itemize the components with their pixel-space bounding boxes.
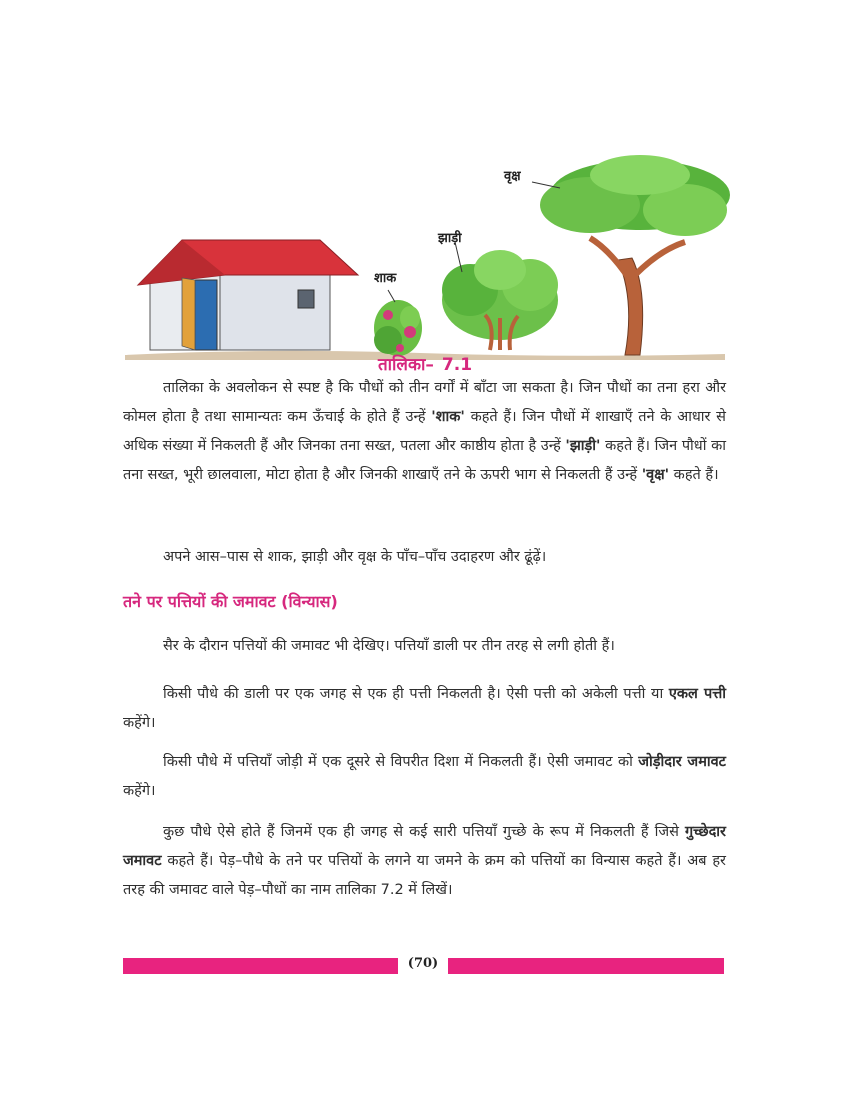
- house: [138, 240, 358, 350]
- herb-label: शाक: [374, 271, 397, 286]
- term-single-leaf: एकल पत्ती: [668, 686, 726, 702]
- text-span: किसी पौधे में पत्तियाँ जोड़ी में एक दूसरे से विपरीत दिशा में निकलती हैं। ऐसी जमावट को: [163, 754, 639, 770]
- term-opposite: जोड़ीदार जमावट: [638, 754, 726, 770]
- text-span: कहते हैं। जिन पौधों का तना सख्त, भूरी छालवाला, मोटा होता है और जिनकी शाखाएँ तने के ऊपरी भाग से निकलती हैं उन्हें: [123, 438, 726, 483]
- term-whorled: गुच्छेदार जमावट: [123, 824, 726, 869]
- text-span: कहते हैं। पेड़–पौधे के तने पर पत्तियों के लगने या जमने के क्रम को पत्तियों का विन्यास कहते हैं। अब हर तरह की जमावट वाले पेड़–पौधों का नाम तालिका 7.2 में लिखें।: [123, 853, 726, 898]
- term-shrub: 'झाड़ी': [565, 438, 601, 454]
- text-span: कहते हैं।: [669, 467, 719, 483]
- tree-label: वृक्ष: [504, 169, 521, 184]
- text-span: किसी पौधे की डाली पर एक जगह से एक ही पत्ती निकलती है। ऐसी पत्ती को अकेली पत्ती या: [163, 686, 669, 702]
- paragraph-whorled: [123, 818, 726, 905]
- shrub-label: झाड़ी: [438, 231, 462, 246]
- paragraph-observation: सैर के दौरान पत्तियों की जमावट भी देखिए। पत्तियाँ डाली पर तीन तरह से लगी होती हैं।: [163, 638, 615, 654]
- text-span: कहते हैं। जिन पौधों में शाखाएँ तने के आधार से अधिक संख्या में निकलती हैं और जिनका तना सख्त, पतला और काष्ठीय होता है उन्हें: [123, 409, 726, 454]
- footer-bar-left: [123, 958, 398, 974]
- caption-label: तालिका–: [377, 355, 434, 375]
- term-tree: 'वृक्ष': [641, 467, 670, 483]
- text-span: कहेंगे।: [123, 783, 156, 799]
- text-span: तालिका के अवलोकन से स्पष्ट है कि पौधों को तीन वर्गों में बाँटा जा सकता है। जिन पौधों का तना हरा और कोमल होता है तथा सामान्यतः कम ऊँचाई के होते हैं उन्हें: [123, 380, 726, 425]
- plants-illustration: [120, 150, 730, 365]
- house-and-plants-drawing: [120, 150, 730, 365]
- shrub-plant: [442, 242, 558, 350]
- herb-plant: [374, 290, 422, 356]
- text-span: कहेंगे।: [123, 715, 156, 731]
- paragraph-single-leaf: [123, 680, 726, 738]
- paragraph-activity: अपने आस–पास से शाक, झाड़ी और वृक्ष के पाँच–पाँच उदाहरण और ढूंढ़ें।: [163, 549, 547, 565]
- paragraph-plant-types: [123, 374, 726, 490]
- paragraph-opposite: [123, 748, 726, 806]
- figure-caption: [0, 352, 850, 375]
- text-span: कुछ पौधे ऐसे होते हैं जिनमें एक ही जगह से कई सारी पत्तियाँ गुच्छे के रूप में निकलती हैं जिसे: [163, 824, 685, 840]
- term-herb: 'शाक': [431, 409, 465, 425]
- tree: [532, 155, 730, 355]
- caption-number: 7.1: [441, 355, 473, 375]
- section-heading: तने पर पत्तियों की जमावट (विन्यास): [123, 592, 338, 611]
- footer-bar-right: [448, 958, 724, 974]
- page-number: (70): [407, 956, 439, 971]
